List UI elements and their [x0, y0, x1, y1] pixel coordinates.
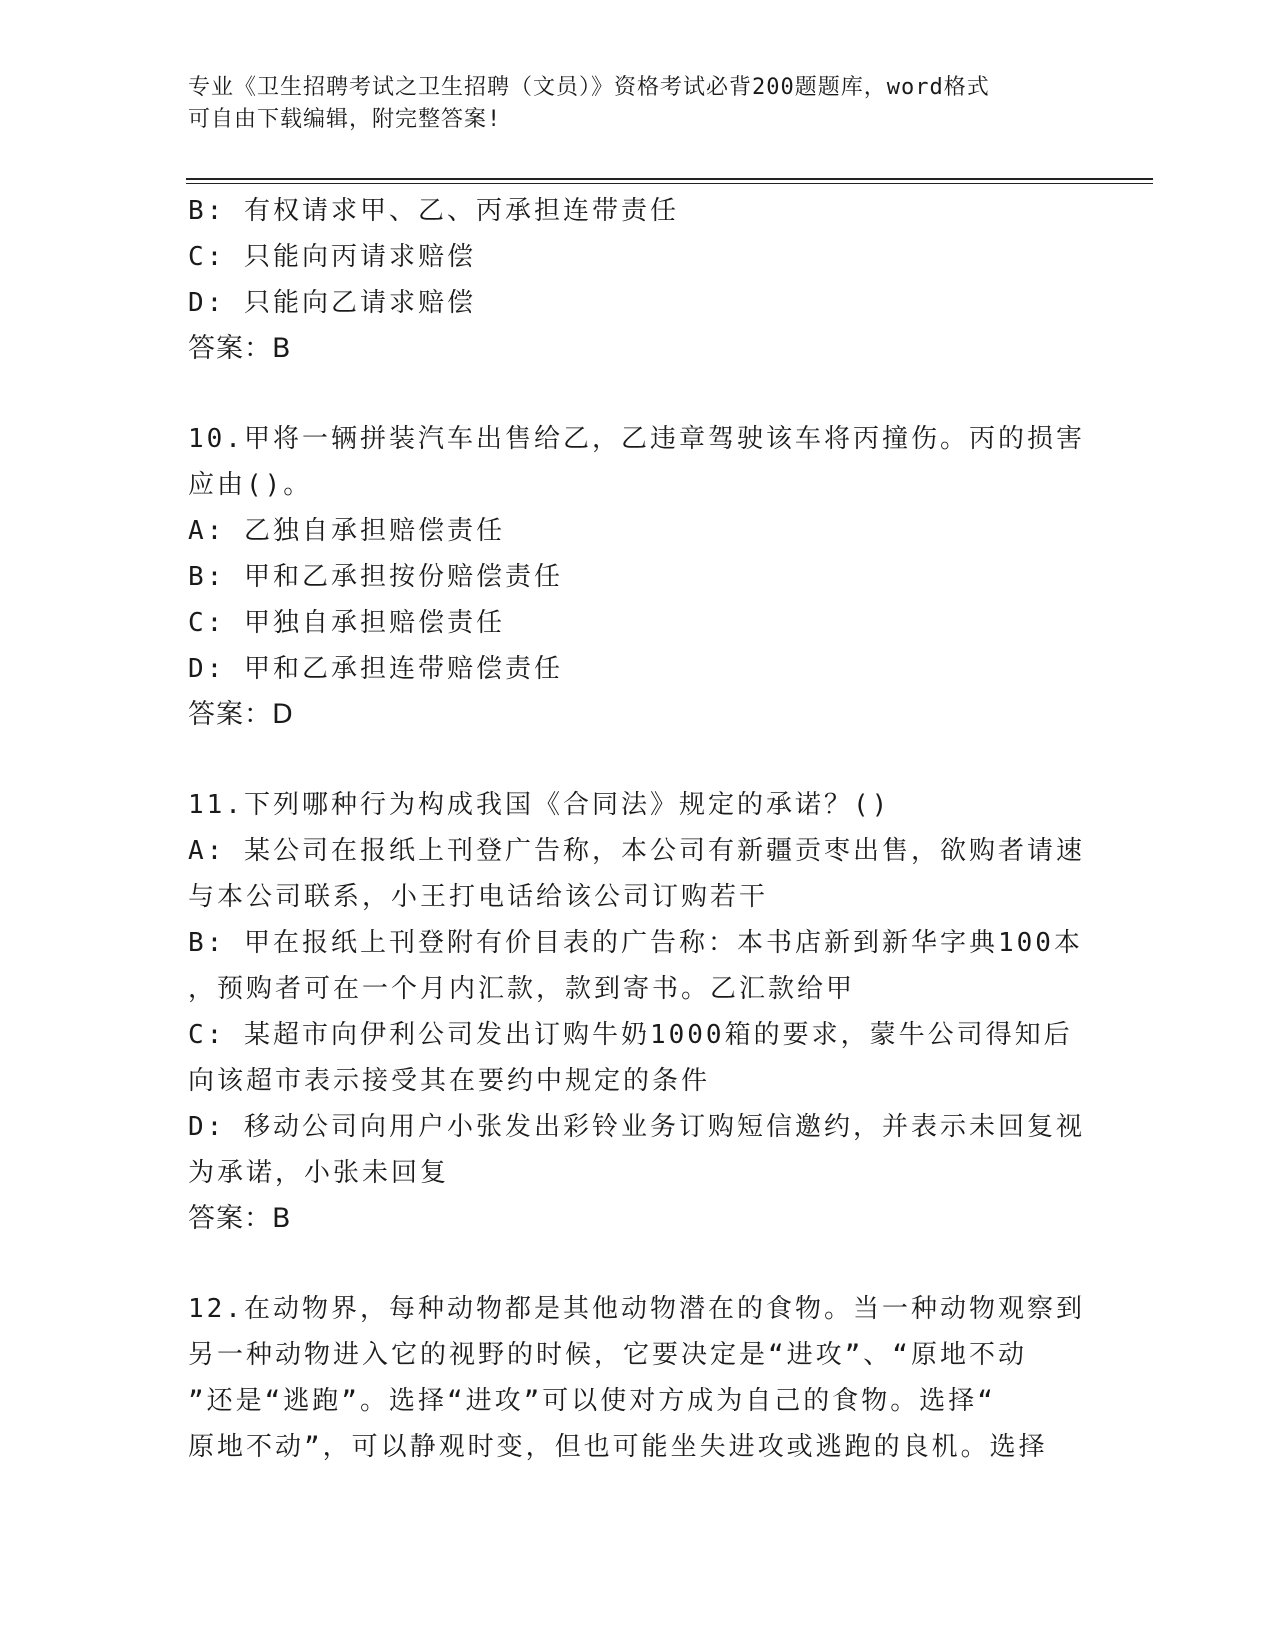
option-c: C: 只能向丙请求赔偿: [188, 242, 476, 272]
question-10: [188, 416, 1088, 738]
header-line-1: 专业《卫生招聘考试之卫生招聘（文员）》资格考试必背200题题库，word格式: [188, 75, 990, 100]
option-d: D: 只能向乙请求赔偿: [188, 288, 476, 318]
option-a: A: 乙独自承担赔偿责任: [188, 516, 505, 546]
option-b: B: 甲在报纸上刊登附有价目表的广告称：本书店新到新华字典100本: [188, 928, 1083, 958]
document-body: [188, 188, 1088, 1470]
question-stem: 原地不动”，可以静观时变，但也可能坐失进攻或逃跑的良机。选择: [188, 1432, 1048, 1462]
header-divider-thin: [186, 183, 1153, 184]
option-a: A: 某公司在报纸上刊登广告称，本公司有新疆贡枣出售，欲购者请速: [188, 836, 1085, 866]
option-a-cont: 与本公司联系，小王打电话给该公司订购若干: [188, 882, 769, 912]
question-9-tail: [188, 188, 1088, 372]
header-line-2: 可自由下载编辑，附完整答案!: [188, 107, 502, 132]
option-c-cont: 向该超市表示接受其在要约中规定的条件: [188, 1066, 711, 1096]
header-divider-thick: [186, 178, 1153, 180]
option-d: D: 移动公司向用户小张发出彩铃业务订购短信邀约，并表示未回复视: [188, 1112, 1085, 1142]
option-d: D: 甲和乙承担连带赔偿责任: [188, 654, 563, 684]
question-stem: 10.甲将一辆拼装汽车出售给乙，乙违章驾驶该车将丙撞伤。丙的损害: [188, 424, 1085, 454]
answer: 答案：B: [188, 1203, 292, 1234]
answer: 答案：D: [188, 699, 294, 730]
option-d-cont: 为承诺，小张未回复: [188, 1158, 450, 1188]
option-b-cont: ，预购者可在一个月内汇款，款到寄书。乙汇款给甲: [188, 974, 856, 1004]
question-stem: 应由()。: [188, 470, 313, 500]
answer: 答案：B: [188, 333, 292, 364]
question-stem: 12.在动物界，每种动物都是其他动物潜在的食物。当一种动物观察到: [188, 1294, 1085, 1324]
document-header: [188, 72, 1068, 136]
option-c: C: 某超市向伊利公司发出订购牛奶1000箱的要求，蒙牛公司得知后: [188, 1020, 1073, 1050]
question-stem: 另一种动物进入它的视野的时候，它要决定是“进攻”、“原地不动: [188, 1340, 1027, 1370]
question-stem: ”还是“逃跑”。选择“进攻”可以使对方成为自己的食物。选择“: [188, 1386, 996, 1416]
question-stem: 11.下列哪种行为构成我国《合同法》规定的承诺？(): [188, 790, 891, 820]
option-c: C: 甲独自承担赔偿责任: [188, 608, 505, 638]
option-b: B: 有权请求甲、乙、丙承担连带责任: [188, 196, 679, 226]
question-11: [188, 782, 1088, 1242]
question-12: [188, 1286, 1088, 1470]
option-b: B: 甲和乙承担按份赔偿责任: [188, 562, 563, 592]
